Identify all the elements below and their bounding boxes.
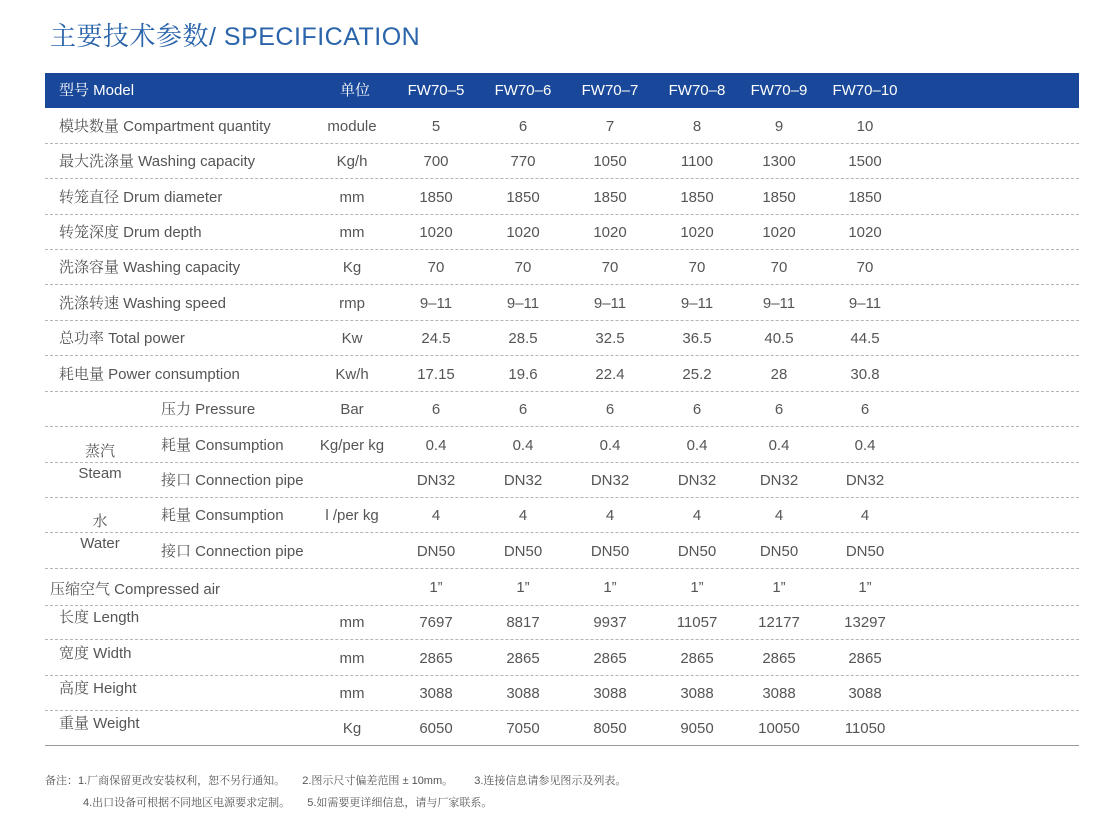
group-water	[45, 511, 155, 555]
row-value: 1”	[772, 579, 786, 596]
row-value: 4	[605, 507, 615, 524]
table-row	[45, 215, 1079, 250]
row-label: 耗量 Consumption	[161, 507, 284, 524]
row-value: 70	[514, 259, 532, 276]
row-value: 6	[774, 401, 784, 418]
row-value: 0.4	[686, 437, 708, 454]
row-unit	[302, 570, 402, 605]
row-value: 9937	[593, 614, 627, 631]
row-unit: mm	[339, 685, 365, 702]
header-col: FW70–5	[407, 82, 465, 99]
row-value: 11057	[676, 614, 718, 631]
row-value: 3088	[848, 685, 882, 702]
row-value: 1850	[506, 189, 540, 206]
table-row	[45, 428, 1079, 463]
table-row	[45, 498, 1079, 533]
row-unit: Kw/h	[335, 366, 369, 383]
row-label: 耗量 Consumption	[161, 437, 284, 454]
table-row	[45, 570, 1079, 606]
row-value: 28.5	[508, 330, 538, 347]
row-unit: mm	[339, 614, 365, 631]
row-value: 5	[431, 118, 441, 135]
row-label: 重量 Weight	[59, 715, 140, 732]
row-value: 7	[605, 118, 615, 135]
row-unit: mm	[339, 650, 365, 667]
row-value: 8817	[506, 614, 540, 631]
row-value: 17.15	[417, 366, 455, 383]
row-value: 1850	[593, 189, 627, 206]
row-unit: Kg/per kg	[319, 437, 385, 454]
row-value: 4	[774, 507, 784, 524]
table-row	[45, 180, 1079, 215]
header-col: FW70–8	[668, 82, 726, 99]
row-value: 2865	[506, 650, 540, 667]
row-unit: Bar	[340, 401, 364, 418]
row-value: DN50	[845, 543, 885, 560]
row-value: 2865	[419, 650, 453, 667]
header-col: FW70–9	[750, 82, 808, 99]
header-unit: 单位	[339, 82, 370, 99]
row-value: 10050	[758, 720, 800, 737]
header-col: FW70–7	[581, 82, 639, 99]
row-value: 1020	[506, 224, 540, 241]
row-value: 1020	[419, 224, 453, 241]
row-value: 3088	[762, 685, 796, 702]
header-col: FW70–6	[494, 82, 552, 99]
row-value: 1”	[690, 579, 704, 596]
row-value: 770	[510, 153, 536, 170]
row-value: DN32	[677, 472, 717, 489]
row-unit: Kg/h	[336, 153, 368, 170]
row-value: 9–11	[593, 295, 627, 312]
row-value: 36.5	[682, 330, 712, 347]
row-value: 22.4	[595, 366, 625, 383]
row-unit: mm	[339, 189, 365, 206]
row-value: 1”	[429, 579, 443, 596]
row-value: 40.5	[764, 330, 794, 347]
row-value: 0.4	[768, 437, 790, 454]
row-value: 3088	[680, 685, 714, 702]
row-value: 8050	[593, 720, 627, 737]
row-value: 2865	[680, 650, 714, 667]
note: 2.图示尺寸偏差范围 ± 10mm。	[302, 775, 454, 787]
row-value: 1850	[680, 189, 714, 206]
row-label: 转笼直径 Drum diameter	[59, 189, 223, 206]
row-value: 1020	[593, 224, 627, 241]
page-title	[50, 16, 420, 53]
row-value: 4	[431, 507, 441, 524]
row-value: 9–11	[506, 295, 540, 312]
row-value: 24.5	[421, 330, 451, 347]
table-row	[45, 711, 1079, 746]
note: 备注：1.厂商保留更改安装权利，恕不另行通知。	[45, 775, 286, 787]
row-value: 28	[770, 366, 788, 383]
row-unit: mm	[339, 224, 365, 241]
row-value: 70	[770, 259, 788, 276]
row-value: DN32	[590, 472, 630, 489]
row-value: 1850	[419, 189, 453, 206]
row-value: 6	[518, 401, 528, 418]
table-row	[45, 392, 1079, 427]
row-unit: l /per kg	[325, 507, 379, 524]
row-value: 6	[692, 401, 702, 418]
note: 3.连接信息请参见图示及列表。	[474, 775, 627, 787]
row-value: 1500	[848, 153, 882, 170]
row-label: 转笼深度 Drum depth	[59, 224, 202, 241]
row-value: 32.5	[595, 330, 625, 347]
row-value: 9–11	[680, 295, 714, 312]
row-value: 1050	[593, 153, 627, 170]
row-value: 6	[431, 401, 441, 418]
row-value: 70	[856, 259, 874, 276]
row-value: 6050	[419, 720, 453, 737]
title-en: / SPECIFICATION	[209, 23, 421, 51]
row-label: 压力 Pressure	[161, 401, 256, 418]
row-value: 1100	[680, 153, 714, 170]
row-value: DN32	[759, 472, 799, 489]
row-value: 0.4	[425, 437, 447, 454]
header-col: FW70–10	[832, 82, 898, 99]
table-row	[45, 321, 1079, 356]
row-label: 洗涤容量 Washing capacity	[59, 259, 241, 276]
row-unit	[302, 534, 402, 569]
row-label: 接口 Connection pipe	[161, 543, 304, 560]
table-row	[45, 641, 1079, 676]
row-label: 压缩空气 Compressed air	[50, 581, 221, 598]
row-value: 19.6	[508, 366, 538, 383]
row-value: 1850	[848, 189, 882, 206]
row-label: 洗涤转速 Washing speed	[59, 295, 227, 312]
row-value: 0.4	[512, 437, 534, 454]
table-row	[45, 144, 1079, 179]
row-value: 1020	[848, 224, 882, 241]
group-steam-zh: 蒸汽	[84, 443, 115, 460]
row-label: 高度 Height	[59, 680, 137, 697]
row-value: 4	[692, 507, 702, 524]
row-value: 9–11	[762, 295, 796, 312]
row-value: 1”	[603, 579, 617, 596]
table-header	[45, 73, 1079, 108]
row-label: 长度 Length	[59, 609, 140, 626]
row-label: 模块数量 Compartment quantity	[59, 118, 271, 135]
table-row	[45, 357, 1079, 392]
row-value: DN50	[759, 543, 799, 560]
row-unit: Kg	[342, 720, 362, 737]
row-value: 30.8	[850, 366, 880, 383]
table-row	[45, 463, 1079, 498]
row-value: 11050	[844, 720, 886, 737]
table-row	[45, 605, 1079, 640]
group-water-en: Water	[80, 535, 120, 552]
row-value: 7050	[506, 720, 540, 737]
row-value: DN50	[416, 543, 456, 560]
row-value: 0.4	[854, 437, 876, 454]
row-value: 4	[518, 507, 528, 524]
row-unit: Kg	[342, 259, 362, 276]
table-row	[45, 250, 1079, 285]
row-value: 44.5	[850, 330, 880, 347]
row-value: 1850	[762, 189, 796, 206]
title-zh: 主要技术参数	[50, 22, 210, 52]
row-value: 70	[601, 259, 619, 276]
row-value: 10	[856, 118, 874, 135]
row-value: DN32	[503, 472, 543, 489]
table-row	[45, 109, 1079, 144]
row-value: 1020	[762, 224, 796, 241]
row-unit: rmp	[339, 295, 365, 312]
row-value: 12177	[758, 614, 800, 631]
footnotes	[45, 770, 626, 814]
row-value: 9–11	[419, 295, 453, 312]
row-value: 1”	[516, 579, 530, 596]
row-value: 1300	[762, 153, 796, 170]
row-value: 9	[774, 118, 784, 135]
row-label: 最大洗涤量 Washing capacity	[59, 153, 256, 170]
row-value: 1020	[680, 224, 714, 241]
row-value: 1”	[858, 579, 872, 596]
row-value: 700	[423, 153, 449, 170]
row-unit: Kw	[341, 330, 363, 347]
row-value: 6	[860, 401, 870, 418]
row-unit: module	[327, 118, 377, 135]
table-row	[45, 534, 1079, 569]
row-value: 6	[518, 118, 528, 135]
row-value: 0.4	[599, 437, 621, 454]
row-value: 70	[688, 259, 706, 276]
header-model: 型号 Model	[59, 82, 135, 99]
row-value: 9050	[680, 720, 714, 737]
row-value: 25.2	[682, 366, 712, 383]
row-value: DN32	[416, 472, 456, 489]
row-unit	[302, 463, 402, 498]
row-value: 2865	[593, 650, 627, 667]
row-value: 7697	[419, 614, 453, 631]
table-row	[45, 286, 1079, 321]
row-value: 8	[692, 118, 702, 135]
row-value: 70	[427, 259, 445, 276]
group-steam	[45, 441, 155, 485]
row-value: 6	[605, 401, 615, 418]
group-water-zh: 水	[92, 513, 108, 530]
note: 5.如需要更详细信息，请与厂家联系。	[307, 797, 493, 809]
row-value: 13297	[844, 614, 886, 631]
row-value: DN50	[677, 543, 717, 560]
row-value: DN50	[503, 543, 543, 560]
row-value: 3088	[506, 685, 540, 702]
row-value: 2865	[848, 650, 882, 667]
row-value: 2865	[762, 650, 796, 667]
row-label: 接口 Connection pipe	[161, 472, 304, 489]
row-value: 9–11	[848, 295, 882, 312]
row-label: 总功率 Total power	[59, 330, 185, 347]
group-steam-en: Steam	[78, 465, 122, 482]
row-label: 宽度 Width	[59, 645, 132, 662]
row-value: 3088	[593, 685, 627, 702]
table-row	[45, 676, 1079, 711]
row-value: 4	[860, 507, 870, 524]
note: 4.出口设备可根据不同地区电源要求定制。	[83, 797, 291, 809]
row-value: DN50	[590, 543, 630, 560]
row-value: DN32	[845, 472, 885, 489]
row-value: 3088	[419, 685, 453, 702]
row-label: 耗电量 Power consumption	[59, 366, 240, 383]
